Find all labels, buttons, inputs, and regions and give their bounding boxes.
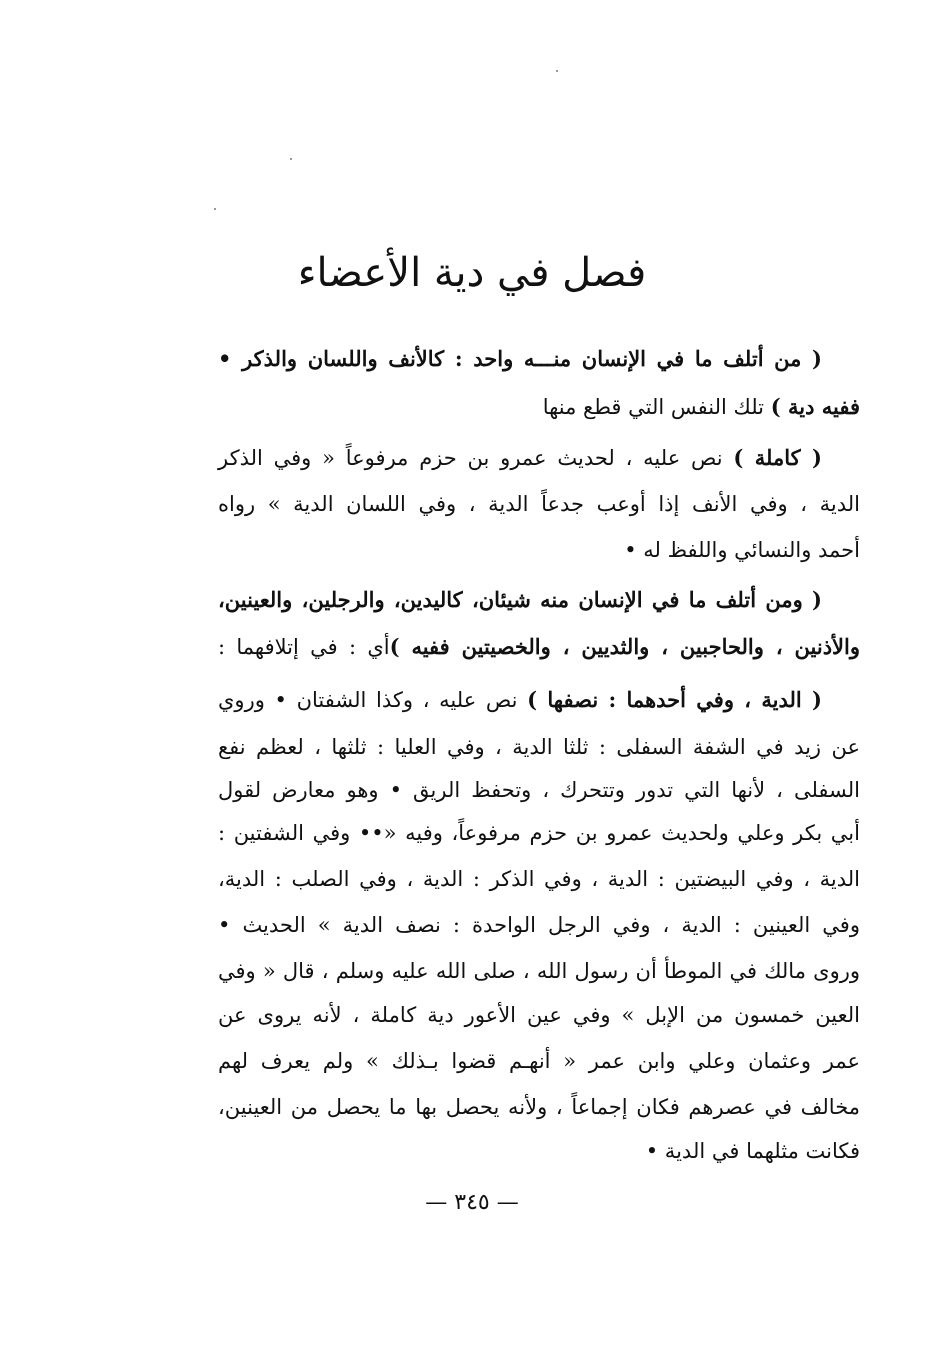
commentary: وروى مالك في الموطأ أن رسول الله ، صلى الله عليه وسلم ، قال « وفي [218, 959, 860, 983]
commentary: فكانت مثلهما في الدية • [645, 1139, 860, 1163]
text-line [218, 443, 822, 473]
text-line [218, 864, 860, 894]
text-line [218, 489, 860, 519]
commentary: تلك النفس التي قطع منها [542, 395, 771, 419]
text-line [218, 956, 860, 986]
commentary: وفي العينين : الدية ، وفي الرجل الواحدة : نصف الدية » الحديث • [218, 913, 860, 937]
speck [214, 208, 216, 210]
text-line [218, 344, 822, 374]
commentary: العين خمسون من الإبل » وفي عين الأعور دية كاملة ، لأنه يروى عن [218, 1003, 860, 1027]
page-number: — ٣٤٥ — [425, 1190, 519, 1215]
bold-matn: ( من أتلف ما في الإنسان منـــه واحد : كالأنف واللسان والذكر • [218, 346, 822, 371]
text-line [218, 535, 860, 565]
speck [290, 158, 292, 160]
commentary: الدية ، وفي الأنف إذا أوعب جدعاً الدية ، وفي اللسان الدية » رواه [218, 492, 860, 516]
text-line [218, 585, 822, 615]
section-title: فصل في دية الأعضاء [297, 250, 647, 296]
text-line [218, 1046, 860, 1076]
text-line [218, 1000, 860, 1030]
text-line [218, 732, 860, 762]
bold-matn: ( ومن أتلف ما في الإنسان منه شيئان، كاليدين، والرجلين، والعينين، [218, 587, 822, 612]
bold-matn: ( كاملة ) [733, 445, 822, 470]
text-line [218, 1092, 860, 1122]
text-line [218, 1136, 860, 1166]
commentary: أي : في إتلافهما : [218, 635, 390, 659]
commentary: أحمد والنسائي واللفظ له • [624, 538, 860, 562]
commentary: نص عليه ، لحديث عمرو بن حزم مرفوعاً « وفي الذكر [218, 446, 734, 470]
text-line [218, 775, 860, 805]
commentary: الدية ، وفي البيضتين : الدية ، وفي الذكر : الدية ، وفي الصلب : الدية، [218, 867, 860, 891]
speck [556, 70, 558, 72]
bold-matn: ففيه دية ) [770, 394, 860, 419]
commentary: عن زيد في الشفة السفلى : ثلثا الدية ، وفي العليا : ثلثها ، لعظم نفع [218, 735, 860, 759]
commentary: نص عليه ، وكذا الشفتان • وروي [218, 688, 528, 712]
bold-matn: ( الدية ، وفي أحدهما : نصفها ) [527, 687, 822, 712]
text-line [218, 392, 860, 422]
commentary: عمر وعثمان وعلي وابن عمر « أنهـم قضوا بـذلك » ولم يعرف لهم [218, 1049, 860, 1073]
bold-matn: والأذنين ، والحاجبين ، والثديين ، والخصيتين ففيه ) [389, 634, 860, 659]
commentary: السفلى ، لأنها التي تدور وتتحرك ، وتحفظ الريق • وهو معارض لقول [218, 778, 860, 802]
text-line [218, 818, 860, 848]
commentary: مخالف في عصرهم فكان إجماعاً ، ولأنه يحصل بها ما يحصل من العينين، [218, 1095, 860, 1119]
text-line [218, 685, 822, 715]
text-line [218, 632, 860, 662]
commentary: أبي بكر وعلي ولحديث عمرو بن حزم مرفوعاً، وفيه «•• وفي الشفتين : [218, 821, 860, 845]
text-line [218, 910, 860, 940]
